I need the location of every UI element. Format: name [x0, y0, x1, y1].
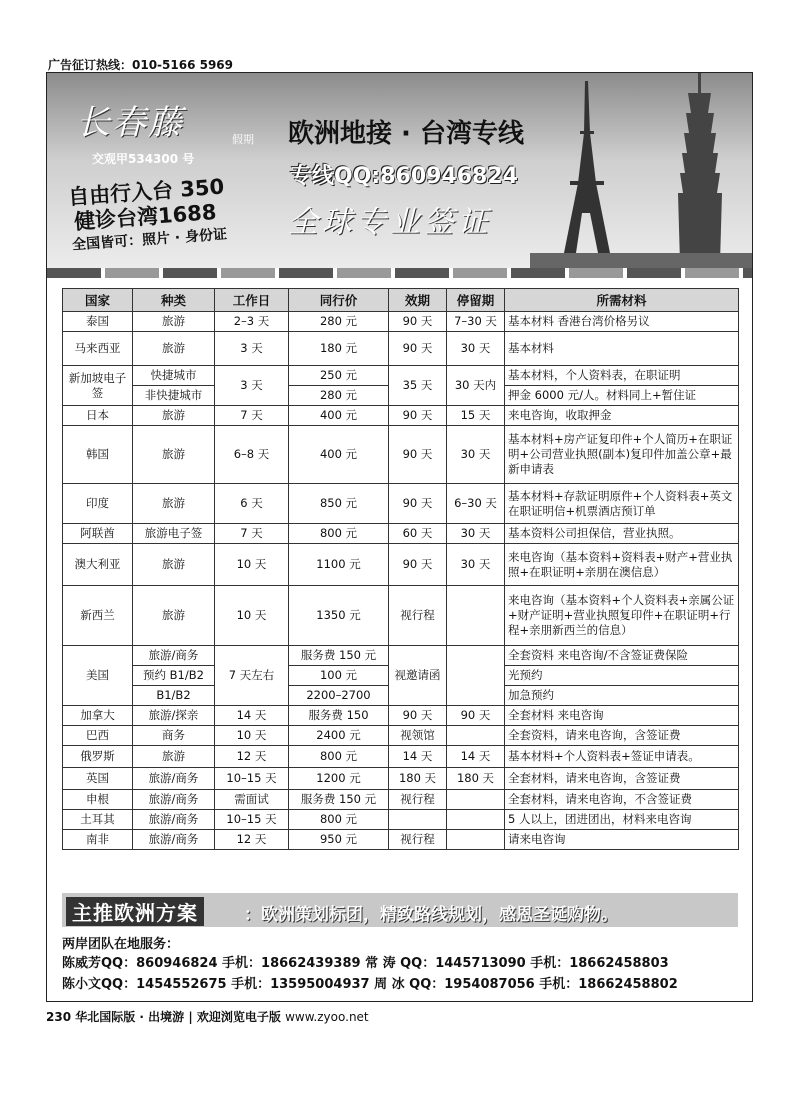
ad-hotline: 广告征订热线：010-5166 5969	[48, 58, 234, 72]
cell: 10 天	[215, 726, 289, 746]
cell: 视邀请函	[389, 646, 447, 706]
banner-qq: 专线QQ:860946824	[290, 164, 518, 189]
cell: 全套资料 来电咨询/不含签证费保险	[505, 646, 739, 666]
cell: 视行程	[389, 830, 447, 850]
table-row	[63, 484, 739, 524]
cell: 7–30 天	[447, 312, 505, 332]
cell	[447, 726, 505, 746]
page-number: 230	[46, 1010, 72, 1024]
cell: 印度	[63, 484, 133, 524]
cell: 快捷城市	[133, 366, 215, 386]
cell: 90 天	[447, 706, 505, 726]
cell: 800 元	[289, 524, 389, 544]
cell: 280 元	[289, 386, 389, 406]
cell: 14 天	[215, 706, 289, 726]
cell: 全套材料 来电咨询	[505, 706, 739, 726]
service-title: 两岸团队在地服务：	[62, 937, 180, 952]
table-row	[63, 406, 739, 426]
table-row	[63, 726, 739, 746]
cell: 服务费 150	[289, 706, 389, 726]
page-footer	[46, 1008, 369, 1025]
cell: 旅游	[133, 406, 215, 426]
cell: 180 天	[389, 768, 447, 790]
cell: 1350 元	[289, 586, 389, 646]
cell: 南非	[63, 830, 133, 850]
cell: 180 元	[289, 332, 389, 366]
cell: 30 天	[447, 332, 505, 366]
header-materials: 所需材料	[505, 289, 739, 312]
banner-headline: 欧洲地接 · 台湾专线	[288, 119, 524, 149]
cell: 基本资料公司担保信，营业执照。	[505, 524, 739, 544]
cell: 2200–2700	[289, 686, 389, 706]
header-stay: 停留期	[447, 289, 505, 312]
cell: 10–15 天	[215, 810, 289, 830]
cell: 7 天左右	[215, 646, 289, 706]
cell: 英国	[63, 768, 133, 790]
banner-slogan: 全球专业签证	[288, 205, 492, 240]
cell	[447, 830, 505, 850]
table-row	[63, 706, 739, 726]
cell: 10–15 天	[215, 768, 289, 790]
brand-logo: 长春藤	[76, 103, 184, 143]
cell: 100 元	[289, 666, 389, 686]
header-workdays: 工作日	[215, 289, 289, 312]
cell: 旅游	[133, 586, 215, 646]
cell: 旅游	[133, 312, 215, 332]
table-row	[63, 524, 739, 544]
cell: 1200 元	[289, 768, 389, 790]
cell: 90 天	[389, 484, 447, 524]
cell: 旅游	[133, 544, 215, 586]
cell: 6–8 天	[215, 426, 289, 484]
cell: 7 天	[215, 524, 289, 544]
cell: 新加坡电子签	[63, 366, 133, 406]
cell: 来电咨询（基本资料+资料表+财产+营业执照+在职证明+亲朋在澳信息）	[505, 544, 739, 586]
header-validity: 效期	[389, 289, 447, 312]
cell: 旅游/探亲	[133, 706, 215, 726]
cell: 800 元	[289, 810, 389, 830]
table-row	[63, 312, 739, 332]
promo-health-check: 健诊台湾1688	[73, 200, 218, 234]
cell: 旅游/商务	[133, 830, 215, 850]
contact-line: 陈小文QQ：1454552675 手机：13595004937 周 冰 QQ：1954087056 手机：18662458802	[62, 977, 678, 992]
cell: 30 天	[447, 544, 505, 586]
cell: 2–3 天	[215, 312, 289, 332]
cell: 服务费 150 元	[289, 646, 389, 666]
cell: 日本	[63, 406, 133, 426]
taipei-101-icon	[678, 73, 722, 263]
cell: 800 元	[289, 746, 389, 768]
cell: 280 元	[289, 312, 389, 332]
cell: 旅游/商务	[133, 810, 215, 830]
cell: 服务费 150 元	[289, 790, 389, 810]
promo-requirements: 全国皆可：照片 · 身份证	[71, 226, 228, 254]
cell: 光预约	[505, 666, 739, 686]
cell: 旅游	[133, 484, 215, 524]
cell: 850 元	[289, 484, 389, 524]
cell: 14 天	[447, 746, 505, 768]
brand-sub: 假期	[232, 133, 254, 146]
city-ground	[530, 253, 752, 268]
cell: 6 天	[215, 484, 289, 524]
cell: 新西兰	[63, 586, 133, 646]
cell: 90 天	[389, 406, 447, 426]
cell: 基本材料+房产证复印件+个人简历+在职证明+公司营业执照(副本)复印件加盖公章+最新申请表	[505, 426, 739, 484]
table-row	[63, 332, 739, 366]
cell: 基本材料+存款证明原件+个人资料表+英文在职证明信+机票酒店预订单	[505, 484, 739, 524]
cell: 非快捷城市	[133, 386, 215, 406]
cell: 基本材料+个人资料表+签证申请表。	[505, 746, 739, 768]
cell: 商务	[133, 726, 215, 746]
landmark-towers-illustration	[530, 73, 752, 268]
cell: 阿联酋	[63, 524, 133, 544]
cell: 预约 B1/B2	[133, 666, 215, 686]
cell: 7 天	[215, 406, 289, 426]
cell: 400 元	[289, 406, 389, 426]
cell: 5 人以上，团进团出，材料来电咨询	[505, 810, 739, 830]
contact-line: 陈威芳QQ：860946824 手机：18662439389 常 涛 QQ：1445713090 手机：18662458803	[62, 956, 669, 971]
cell: 6–30 天	[447, 484, 505, 524]
cell: 90 天	[389, 706, 447, 726]
cell	[447, 586, 505, 646]
cell: 旅游/商务	[133, 646, 215, 666]
cell: 3 天	[215, 366, 289, 406]
cell: 基本材料 香港台湾价格另议	[505, 312, 739, 332]
cell: 巴西	[63, 726, 133, 746]
cell: 35 天	[389, 366, 447, 406]
cell: 14 天	[389, 746, 447, 768]
cell: 请来电咨询	[505, 830, 739, 850]
cell: 加急预约	[505, 686, 739, 706]
cell: 90 天	[389, 426, 447, 484]
header-type: 种类	[133, 289, 215, 312]
cell: 10 天	[215, 586, 289, 646]
cell: 来电咨询（基本资料+个人资料表+亲属公证+财产证明+营业执照复印件+在职证明+行程+亲朋新西兰的信息）	[505, 586, 739, 646]
cell: 180 天	[447, 768, 505, 790]
cell: 韩国	[63, 426, 133, 484]
cell: 30 天	[447, 524, 505, 544]
cell: 视领馆	[389, 726, 447, 746]
cell: 12 天	[215, 746, 289, 768]
cell: 旅游/商务	[133, 790, 215, 810]
cell: 60 天	[389, 524, 447, 544]
cell: 俄罗斯	[63, 746, 133, 768]
cell: 加拿大	[63, 706, 133, 726]
cell: 3 天	[215, 332, 289, 366]
table-row	[63, 810, 739, 830]
cell: 旅游/商务	[133, 768, 215, 790]
cell: 90 天	[389, 544, 447, 586]
cell: 美国	[63, 646, 133, 706]
cell: 申根	[63, 790, 133, 810]
cell: 1100 元	[289, 544, 389, 586]
cell: 泰国	[63, 312, 133, 332]
cell	[447, 790, 505, 810]
cell: 10 天	[215, 544, 289, 586]
cell: 基本材料，个人资料表，在职证明	[505, 366, 739, 386]
cell: 250 元	[289, 366, 389, 386]
promo-free-travel: 自由行入台 350	[67, 174, 225, 210]
cell: B1/B2	[133, 686, 215, 706]
cell: 基本材料	[505, 332, 739, 366]
table-row	[63, 746, 739, 768]
cell: 旅游	[133, 426, 215, 484]
cell: 950 元	[289, 830, 389, 850]
footer-url: www.zyoo.net	[285, 1010, 369, 1024]
cell: 全套资料，请来电咨询，含签证费	[505, 726, 739, 746]
cell: 90 天	[389, 332, 447, 366]
cell: 90 天	[389, 312, 447, 332]
cell: 押金 6000 元/人。材料同上+暂住证	[505, 386, 739, 406]
table-row	[63, 586, 739, 646]
cell	[447, 810, 505, 830]
table-row	[63, 426, 739, 484]
table-row	[63, 366, 739, 386]
visa-price-table	[62, 288, 739, 850]
cell: 全套材料，请来电咨询，含签证费	[505, 768, 739, 790]
decorative-stripe	[47, 268, 752, 278]
header-price: 同行价	[289, 289, 389, 312]
header-country: 国家	[63, 289, 133, 312]
table-row	[63, 768, 739, 790]
cell: 旅游	[133, 746, 215, 768]
table-row	[63, 544, 739, 586]
cell: 视行程	[389, 790, 447, 810]
eiffel-tower-icon	[564, 81, 610, 253]
cell	[389, 810, 447, 830]
cell: 400 元	[289, 426, 389, 484]
cell: 视行程	[389, 586, 447, 646]
cell: 30 天	[447, 426, 505, 484]
cell: 旅游	[133, 332, 215, 366]
cell	[447, 646, 505, 706]
cell: 马来西亚	[63, 332, 133, 366]
cell: 澳大利亚	[63, 544, 133, 586]
license-number: 交观甲534300 号	[92, 152, 195, 166]
promo-text: ：欧洲策划标团，精致路线规划，感恩圣诞购物。	[244, 905, 618, 925]
cell: 2400 元	[289, 726, 389, 746]
cell: 12 天	[215, 830, 289, 850]
promo-tag: 主推欧洲方案	[66, 897, 204, 926]
table-header-row	[63, 289, 739, 312]
cell: 全套材料，请来电咨询，不含签证费	[505, 790, 739, 810]
cell: 来电咨询，收取押金	[505, 406, 739, 426]
cell: 旅游电子签	[133, 524, 215, 544]
cell: 需面试	[215, 790, 289, 810]
table-row	[63, 790, 739, 810]
cell: 土耳其	[63, 810, 133, 830]
table-row	[63, 646, 739, 666]
footer-text: 华北国际版 · 出境游 | 欢迎浏览电子版	[75, 1010, 281, 1024]
table-row	[63, 830, 739, 850]
cell: 30 天内	[447, 366, 505, 406]
cell: 15 天	[447, 406, 505, 426]
